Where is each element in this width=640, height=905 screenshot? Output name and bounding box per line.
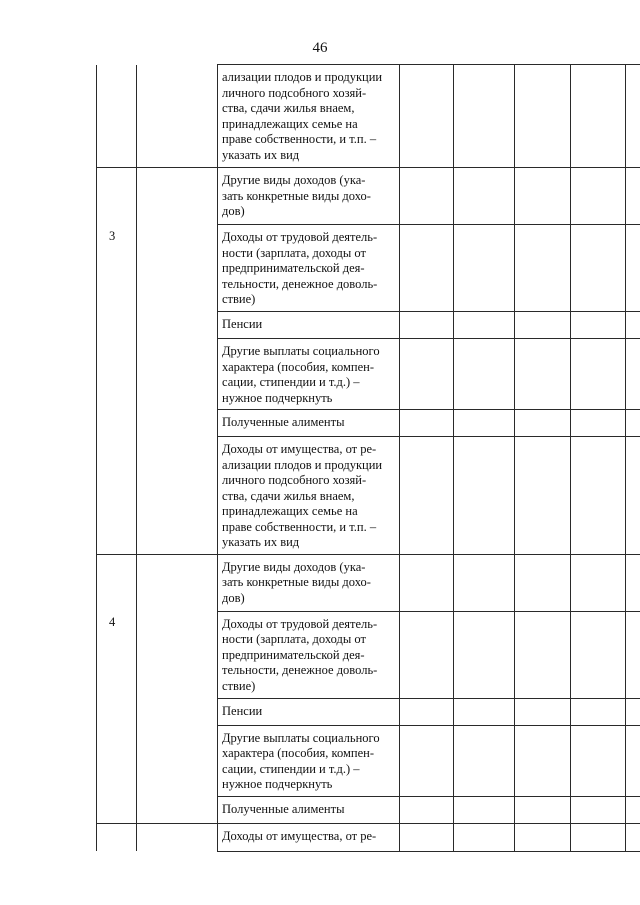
table-row (97, 698, 640, 725)
amount-cell-2[interactable] (454, 339, 515, 410)
income-type-label: Другие виды доходов (ука- зать конкретные виды дохо- дов) (222, 559, 371, 605)
income-type-label: Доходы от трудовой деятель- ности (зарплата, доходы от предпринимательской дея- тельности, денежное доволь- ствие) (222, 616, 378, 693)
income-type-label: Другие выплаты социального характера (пособия, компен- сации, стипендии и т.д.) – нужное подчеркнуть (222, 730, 380, 791)
amount-cell-4[interactable] (571, 796, 626, 823)
amount-cell-3[interactable] (515, 168, 571, 225)
income-type-cell (218, 437, 400, 555)
amount-cell-2[interactable] (454, 823, 515, 851)
row-number-cell: 3 (97, 225, 137, 312)
amount-cell-4[interactable] (571, 698, 626, 725)
amount-cell-4[interactable] (571, 225, 626, 312)
member-name-cell[interactable] (137, 168, 218, 225)
amount-cell-5[interactable] (626, 225, 640, 312)
row-number-cell (97, 698, 137, 725)
income-type-cell (218, 312, 400, 339)
member-name-cell[interactable] (137, 554, 218, 611)
amount-cell-4[interactable] (571, 168, 626, 225)
income-type-cell (218, 823, 400, 851)
amount-cell-1[interactable] (400, 225, 454, 312)
amount-cell-1[interactable] (400, 168, 454, 225)
amount-cell-4[interactable] (571, 312, 626, 339)
amount-cell-4[interactable] (571, 611, 626, 698)
income-type-label: Полученные алименты (222, 801, 345, 816)
table-row (97, 796, 640, 823)
amount-cell-1[interactable] (400, 437, 454, 555)
income-type-label: Пенсии (222, 703, 263, 718)
member-name-cell[interactable] (137, 725, 218, 796)
amount-cell-4[interactable] (571, 339, 626, 410)
amount-cell-2[interactable] (454, 698, 515, 725)
amount-cell-5[interactable] (626, 823, 640, 851)
amount-cell-4[interactable] (571, 65, 626, 168)
income-type-cell (218, 225, 400, 312)
table-row (97, 312, 640, 339)
amount-cell-4[interactable] (571, 410, 626, 437)
amount-cell-3[interactable] (515, 725, 571, 796)
row-number-cell (97, 796, 137, 823)
table-row (97, 339, 640, 410)
member-name-cell[interactable] (137, 611, 218, 698)
income-type-label: Другие выплаты социального характера (пособия, компен- сации, стипендии и т.д.) – нужное подчеркнуть (222, 344, 380, 405)
amount-cell-3[interactable] (515, 437, 571, 555)
member-name-cell[interactable] (137, 437, 218, 555)
income-type-cell (218, 554, 400, 611)
income-type-cell (218, 725, 400, 796)
amount-cell-3[interactable] (515, 823, 571, 851)
amount-cell-1[interactable] (400, 698, 454, 725)
amount-cell-2[interactable] (454, 410, 515, 437)
amount-cell-3[interactable] (515, 339, 571, 410)
row-number-cell (97, 312, 137, 339)
income-type-label: Другие виды доходов (ука- зать конкретные виды дохо- дов) (222, 173, 371, 218)
member-name-cell[interactable] (137, 823, 218, 851)
amount-cell-1[interactable] (400, 410, 454, 437)
income-table-body (97, 65, 640, 852)
income-type-cell (218, 796, 400, 823)
income-type-label: Доходы от трудовой деятель- ности (зарплата, доходы от предпринимательской дея- тельности, денежное доволь- ствие) (222, 230, 378, 306)
income-table (96, 64, 640, 852)
amount-cell-3[interactable] (515, 611, 571, 698)
amount-cell-1[interactable] (400, 65, 454, 168)
amount-cell-1[interactable] (400, 339, 454, 410)
amount-cell-3[interactable] (515, 225, 571, 312)
income-type-label: Полученные алименты (222, 415, 345, 429)
income-type-cell (218, 65, 400, 168)
member-name-cell[interactable] (137, 339, 218, 410)
amount-cell-1[interactable] (400, 554, 454, 611)
income-type-label: Пенсии (222, 317, 263, 331)
amount-cell-2[interactable] (454, 437, 515, 555)
row-number-cell (97, 168, 137, 225)
income-type-label: Доходы от имущества, от ре- ализации плодов и продукции личного подсобного хозяй- ства, сдачи жилья внаем, принадлежащих семье на праве собственности, и т.п. – указать их вид (222, 442, 383, 549)
amount-cell-3[interactable] (515, 312, 571, 339)
member-name-cell[interactable] (137, 410, 218, 437)
amount-cell-5[interactable] (626, 168, 640, 225)
amount-cell-4[interactable] (571, 725, 626, 796)
income-type-label: ализации плодов и продукции личного подсобного хозяй- ства, сдачи жилья внаем, принадлежащих семье на праве собственности, и т.п. – указать их вид (222, 70, 383, 162)
amount-cell-2[interactable] (454, 725, 515, 796)
row-number-cell (97, 339, 137, 410)
amount-cell-1[interactable] (400, 725, 454, 796)
table-row (97, 410, 640, 437)
row-number-cell (97, 410, 137, 437)
row-number-cell: 4 (97, 611, 137, 698)
amount-cell-2[interactable] (454, 312, 515, 339)
income-type-cell (218, 611, 400, 698)
amount-cell-5[interactable] (626, 725, 640, 796)
amount-cell-2[interactable] (454, 796, 515, 823)
table-row (97, 65, 640, 168)
table-row (97, 168, 640, 225)
amount-cell-5[interactable] (626, 65, 640, 168)
income-type-cell (218, 168, 400, 225)
amount-cell-5[interactable] (626, 796, 640, 823)
amount-cell-1[interactable] (400, 796, 454, 823)
amount-cell-3[interactable] (515, 410, 571, 437)
amount-cell-5[interactable] (626, 437, 640, 555)
income-type-cell (218, 339, 400, 410)
income-type-cell (218, 698, 400, 725)
member-name-cell[interactable] (137, 698, 218, 725)
amount-cell-2[interactable] (454, 554, 515, 611)
amount-cell-2[interactable] (454, 168, 515, 225)
row-number-cell (97, 65, 137, 168)
table-row (97, 225, 640, 312)
amount-cell-3[interactable] (515, 554, 571, 611)
page-number: 46 (312, 40, 328, 56)
amount-cell-5[interactable] (626, 339, 640, 410)
amount-cell-5[interactable] (626, 312, 640, 339)
row-number-cell (97, 823, 137, 851)
amount-cell-5[interactable] (626, 554, 640, 611)
amount-cell-3[interactable] (515, 65, 571, 168)
amount-cell-1[interactable] (400, 312, 454, 339)
member-name-cell[interactable] (137, 225, 218, 312)
row-number-cell (97, 437, 137, 555)
table-row (97, 611, 640, 698)
row-number-cell (97, 725, 137, 796)
row-number-cell (97, 554, 137, 611)
table-row (97, 725, 640, 796)
amount-cell-3[interactable] (515, 796, 571, 823)
amount-cell-2[interactable] (454, 65, 515, 168)
amount-cell-1[interactable] (400, 823, 454, 851)
income-type-label: Доходы от имущества, от ре- (222, 828, 377, 843)
member-name-cell[interactable] (137, 312, 218, 339)
amount-cell-4[interactable] (571, 554, 626, 611)
table-row (97, 823, 640, 851)
amount-cell-4[interactable] (571, 823, 626, 851)
member-name-cell[interactable] (137, 796, 218, 823)
table-row (97, 554, 640, 611)
amount-cell-5[interactable] (626, 698, 640, 725)
amount-cell-4[interactable] (571, 437, 626, 555)
amount-cell-5[interactable] (626, 611, 640, 698)
amount-cell-3[interactable] (515, 698, 571, 725)
income-type-cell (218, 410, 400, 437)
table-row (97, 437, 640, 555)
amount-cell-1[interactable] (400, 611, 454, 698)
amount-cell-2[interactable] (454, 225, 515, 312)
member-name-cell[interactable] (137, 65, 218, 168)
amount-cell-2[interactable] (454, 611, 515, 698)
amount-cell-5[interactable] (626, 410, 640, 437)
